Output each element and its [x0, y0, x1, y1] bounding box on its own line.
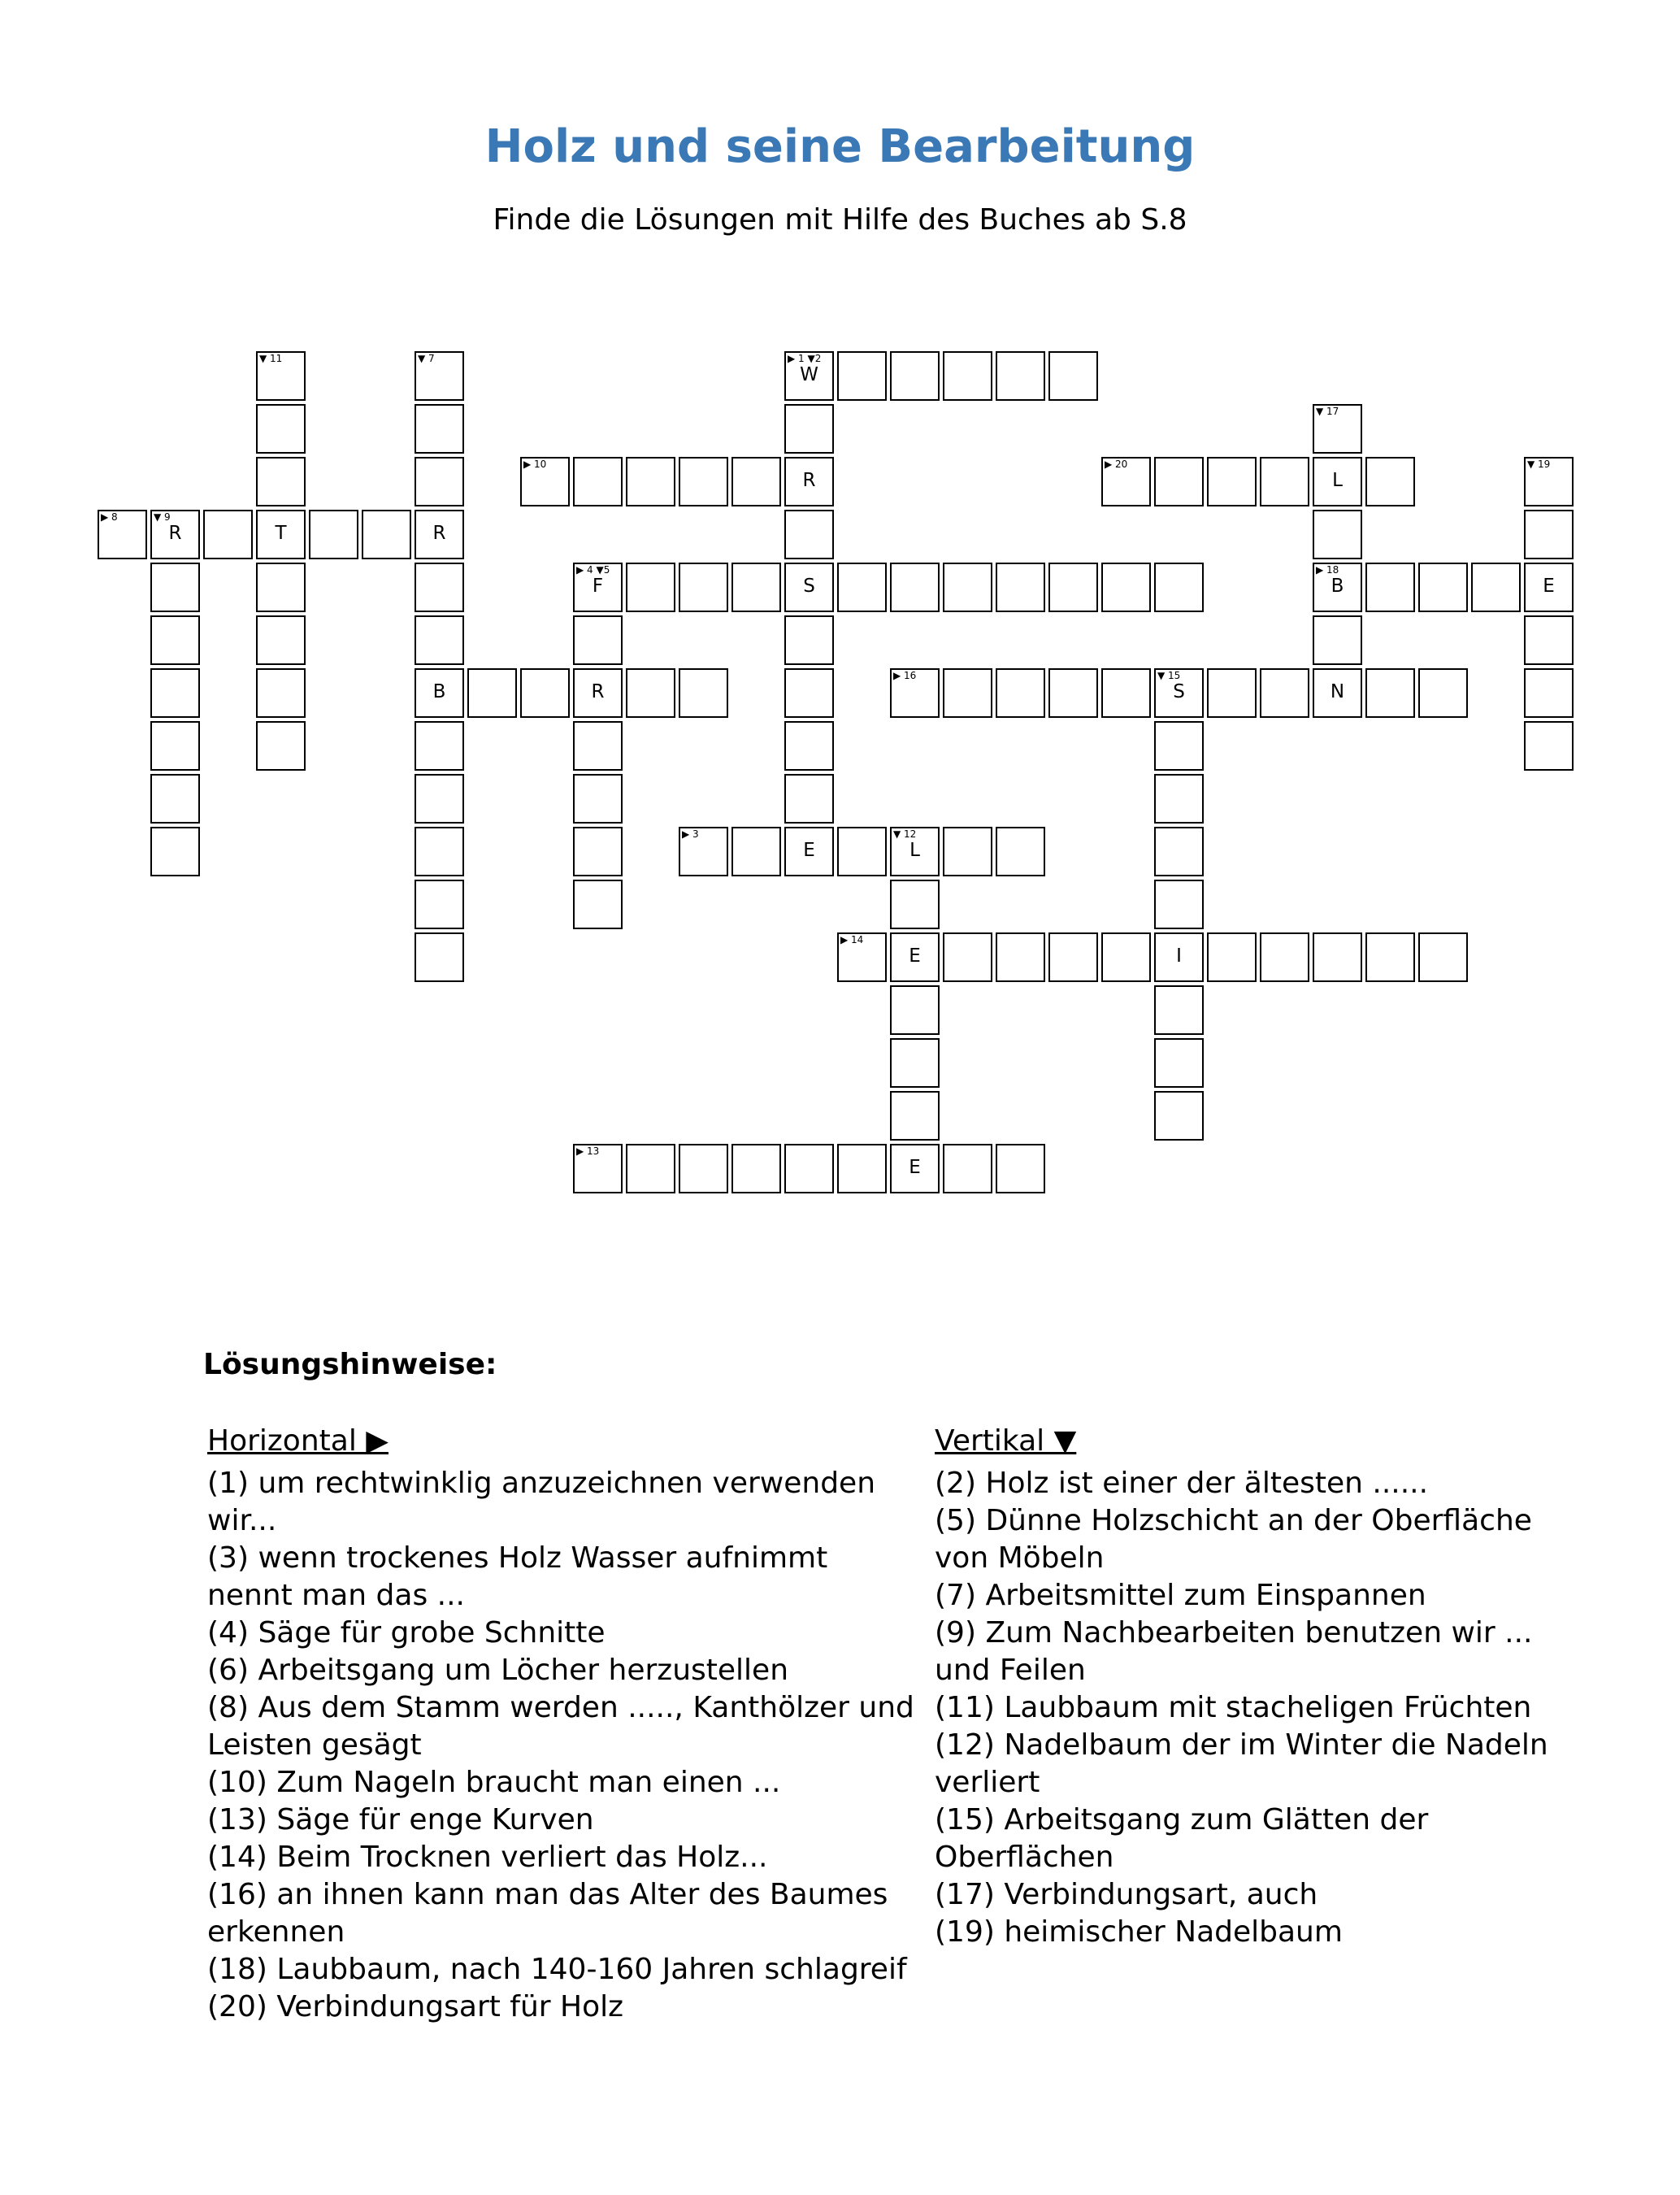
clue-number: ▼ 12 [893, 828, 917, 840]
crossword-cell[interactable] [784, 457, 834, 506]
crossword-cell[interactable] [1418, 932, 1468, 982]
crossword-cell[interactable] [256, 457, 306, 506]
clue-4: (4) Säge für grobe Schnitte [207, 1616, 606, 1650]
crossword-cell[interactable] [1101, 563, 1151, 612]
crossword-cell[interactable] [626, 1144, 675, 1193]
clue-6: (6) Arbeitsgang um Löcher herzustellen [207, 1654, 789, 1687]
vertical-clues [935, 1423, 1593, 1951]
crossword-cell[interactable] [1365, 668, 1415, 718]
crossword-cell[interactable] [1524, 668, 1574, 718]
clue-number: ▼ 11 [259, 353, 283, 364]
crossword-cell[interactable] [150, 615, 200, 665]
crossword-cell[interactable] [415, 563, 464, 612]
crossword-cell[interactable] [1471, 563, 1521, 612]
given-letter: E [909, 1157, 921, 1178]
crossword-cell[interactable] [1154, 721, 1204, 771]
crossword-cell[interactable] [1418, 668, 1468, 718]
crossword-cell[interactable] [1048, 563, 1098, 612]
crossword-cell[interactable] [837, 351, 887, 401]
crossword-cell[interactable] [1048, 668, 1098, 718]
crossword-cell[interactable] [1207, 932, 1257, 982]
crossword-cell[interactable] [573, 774, 623, 824]
crossword-cell[interactable] [943, 1144, 992, 1193]
clue-number: ▼ 7 [418, 353, 435, 364]
crossword-cell[interactable] [1154, 774, 1204, 824]
crossword-cell[interactable] [784, 404, 834, 454]
crossword-cell[interactable] [1524, 721, 1574, 771]
crossword-cell[interactable] [256, 510, 306, 559]
clue-1: (1) um rechtwinklig anzuzeichnen verwenden wir... [207, 1467, 876, 1537]
crossword-cell[interactable] [1154, 563, 1204, 612]
given-letter: E [803, 840, 815, 861]
crossword-cell[interactable] [1207, 668, 1257, 718]
crossword-cell[interactable] [573, 721, 623, 771]
given-letter: R [168, 523, 182, 544]
crossword-cell[interactable] [890, 563, 940, 612]
crossword-cell[interactable] [679, 563, 728, 612]
clue-12: (12) Nadelbaum der im Winter die Nadeln verliert [935, 1728, 1548, 1799]
crossword-cell[interactable] [996, 563, 1045, 612]
page-subtitle: Finde die Lösungen mit Hilfe des Buches ab S.8 [493, 203, 1187, 237]
clue-number: ▶ 18 [1316, 564, 1339, 576]
crossword-cell[interactable] [520, 668, 570, 718]
clue-number: ▶ 16 [893, 670, 917, 681]
crossword-cell[interactable] [731, 563, 781, 612]
clue-5: (5) Dünne Holzschicht an der Oberfläche von Möbeln [935, 1504, 1532, 1575]
crossword-cell[interactable] [415, 827, 464, 876]
crossword-cell[interactable] [1365, 457, 1415, 506]
crossword-cell[interactable] [256, 404, 306, 454]
clue-number: ▶ 3 [682, 828, 699, 840]
crossword-cell[interactable] [1154, 827, 1204, 876]
given-letter: R [802, 470, 816, 491]
crossword-cell[interactable] [731, 1144, 781, 1193]
crossword-cell[interactable] [415, 774, 464, 824]
crossword-cell[interactable] [890, 1144, 940, 1193]
crossword-cell[interactable] [150, 827, 200, 876]
clue-7: (7) Arbeitsmittel zum Einspannen [935, 1579, 1426, 1612]
crossword-cell[interactable] [890, 827, 940, 876]
clue-13: (13) Säge für enge Kurven [207, 1803, 594, 1836]
given-letter: F [592, 576, 604, 597]
crossword-cell[interactable] [890, 1091, 940, 1141]
clue-number: ▼ 19 [1527, 459, 1551, 470]
crossword-cell[interactable] [1418, 563, 1468, 612]
crossword-cell[interactable] [996, 351, 1045, 401]
clue-10: (10) Zum Nageln braucht man einen ... [207, 1766, 781, 1799]
clue-8: (8) Aus dem Stamm werden ....., Kanthölzer und Leisten gesägt [207, 1691, 914, 1762]
clue-number: ▶ 20 [1105, 459, 1128, 470]
crossword-cell[interactable] [1313, 932, 1362, 982]
clue-number: ▶ 1 ▼2 [788, 353, 822, 364]
crossword-cell[interactable] [1154, 668, 1204, 718]
crossword-cell[interactable] [1101, 668, 1151, 718]
crossword-cell[interactable] [256, 615, 306, 665]
crossword-cell[interactable] [1048, 351, 1098, 401]
crossword-cell[interactable] [837, 827, 887, 876]
crossword-cell[interactable] [837, 563, 887, 612]
crossword-cell[interactable] [415, 880, 464, 929]
crossword-cell[interactable] [890, 985, 940, 1035]
crossword-cell[interactable] [415, 351, 464, 401]
crossword-cell[interactable] [784, 1144, 834, 1193]
given-letter: B [1331, 576, 1344, 597]
crossword-cell[interactable] [784, 827, 834, 876]
crossword-cell[interactable] [784, 351, 834, 401]
given-letter: E [909, 945, 921, 967]
given-letter: S [803, 576, 815, 597]
clue-19: (19) heimischer Nadelbaum [935, 1915, 1343, 1949]
crossword-cell[interactable] [996, 827, 1045, 876]
crossword-cell[interactable] [1048, 932, 1098, 982]
given-letter: I [1176, 945, 1182, 967]
crossword-cell[interactable] [256, 668, 306, 718]
clue-16: (16) an ihnen kann man das Alter des Baumes erkennen [207, 1878, 888, 1949]
crossword-cell[interactable] [1313, 563, 1362, 612]
crossword-cell[interactable] [415, 457, 464, 506]
crossword-cell[interactable] [256, 721, 306, 771]
crossword-cell[interactable] [784, 774, 834, 824]
horizontal-heading: Horizontal ▶ [207, 1424, 389, 1458]
crossword-cell[interactable] [1260, 668, 1309, 718]
crossword-cell[interactable] [784, 510, 834, 559]
crossword-cell[interactable] [784, 668, 834, 718]
clue-2: (2) Holz ist einer der ältesten ...... [935, 1467, 1429, 1500]
crossword-cell[interactable] [415, 932, 464, 982]
crossword-cell[interactable] [573, 827, 623, 876]
crossword-cell[interactable] [1313, 457, 1362, 506]
crossword-cell[interactable] [150, 668, 200, 718]
crossword-cell[interactable] [626, 563, 675, 612]
crossword-cell[interactable] [890, 351, 940, 401]
crossword-cell[interactable] [1365, 932, 1415, 982]
crossword-cell[interactable] [573, 668, 623, 718]
crossword-cell[interactable] [573, 563, 623, 612]
crossword-cell[interactable] [943, 351, 992, 401]
crossword-cell[interactable] [150, 774, 200, 824]
crossword-cell[interactable] [943, 563, 992, 612]
crossword-cell[interactable] [679, 1144, 728, 1193]
crossword-cell[interactable] [784, 563, 834, 612]
crossword-cell[interactable] [1313, 615, 1362, 665]
crossword-cell[interactable] [996, 1144, 1045, 1193]
crossword-cell[interactable] [1524, 457, 1574, 506]
crossword-cell[interactable] [1154, 985, 1204, 1035]
vertical-heading: Vertikal ▼ [935, 1424, 1077, 1458]
crossword-cell[interactable] [256, 563, 306, 612]
crossword-cell[interactable] [679, 457, 728, 506]
clue-17: (17) Verbindungsart, auch [935, 1878, 1318, 1911]
crossword-cell[interactable] [98, 510, 147, 559]
crossword-cell[interactable] [1154, 880, 1204, 929]
crossword-cell[interactable] [203, 510, 253, 559]
crossword-cell[interactable] [1260, 932, 1309, 982]
crossword-cell[interactable] [1524, 563, 1574, 612]
crossword-cell[interactable] [837, 1144, 887, 1193]
crossword-cell[interactable] [1154, 1091, 1204, 1141]
crossword-cell[interactable] [1365, 563, 1415, 612]
clue-number: ▶ 10 [523, 459, 547, 470]
crossword-cell[interactable] [415, 668, 464, 718]
crossword-cell[interactable] [1524, 615, 1574, 665]
crossword-cell[interactable] [573, 1144, 623, 1193]
crossword-cell[interactable] [626, 668, 675, 718]
crossword-cell[interactable] [1313, 510, 1362, 559]
clue-number: ▼ 15 [1157, 670, 1181, 681]
given-letter: R [591, 681, 605, 702]
crossword-cell[interactable] [467, 668, 517, 718]
crossword-cell[interactable] [1207, 457, 1257, 506]
crossword-cell[interactable] [890, 668, 940, 718]
given-letter: L [1332, 470, 1343, 491]
crossword-cell[interactable] [1154, 457, 1204, 506]
hints-heading: Lösungshinweise: [203, 1348, 497, 1381]
crossword-cell[interactable] [943, 827, 992, 876]
clue-number: ▶ 13 [576, 1145, 600, 1157]
crossword-cell[interactable] [1101, 457, 1151, 506]
crossword-cell[interactable] [1154, 1038, 1204, 1088]
page-title: Holz und seine Bearbeitung [484, 120, 1196, 173]
crossword-cell[interactable] [150, 721, 200, 771]
given-letter: W [800, 364, 818, 385]
clue-number: ▶ 8 [101, 511, 118, 523]
clue-number: ▼ 17 [1316, 406, 1339, 417]
crossword-cell[interactable] [150, 563, 200, 612]
given-letter: E [1543, 576, 1555, 597]
crossword-cell[interactable] [1154, 932, 1204, 982]
given-letter: T [275, 523, 287, 544]
crossword-cell[interactable] [996, 932, 1045, 982]
crossword-cell[interactable] [309, 510, 358, 559]
crossword-cell[interactable] [837, 932, 887, 982]
clue-15: (15) Arbeitsgang zum Glätten der Oberflächen [935, 1803, 1429, 1874]
clue-9: (9) Zum Nachbearbeiten benutzen wir ... und Feilen [935, 1616, 1533, 1687]
horizontal-clues [207, 1423, 914, 2026]
crossword-cell[interactable] [996, 668, 1045, 718]
crossword-cell[interactable] [573, 615, 623, 665]
crossword-cell[interactable] [362, 510, 411, 559]
clue-number: ▶ 4 ▼5 [576, 564, 610, 576]
crossword-cell[interactable] [679, 827, 728, 876]
crossword-cell[interactable] [890, 932, 940, 982]
clue-14: (14) Beim Trocknen verliert das Holz... [207, 1841, 768, 1874]
crossword-cell[interactable] [415, 404, 464, 454]
clue-11: (11) Laubbaum mit stacheligen Früchten [935, 1691, 1532, 1724]
crossword-cell[interactable] [890, 1038, 940, 1088]
crossword-cell[interactable] [415, 721, 464, 771]
crossword-cell[interactable] [1524, 510, 1574, 559]
clue-20: (20) Verbindungsart für Holz [207, 1990, 624, 2023]
clue-number: ▶ 14 [840, 934, 864, 945]
clue-number: ▼ 9 [154, 511, 171, 523]
given-letter: S [1173, 681, 1185, 702]
crossword-cell[interactable] [626, 457, 675, 506]
crossword-cell[interactable] [415, 510, 464, 559]
crossword-cell[interactable] [943, 668, 992, 718]
crossword-cell[interactable] [573, 457, 623, 506]
given-letter: R [432, 523, 446, 544]
crossword-cell[interactable] [890, 880, 940, 929]
crossword-cell[interactable] [1260, 457, 1309, 506]
given-letter: B [432, 681, 446, 702]
crossword-cell[interactable] [520, 457, 570, 506]
given-letter: L [909, 840, 920, 861]
crossword-cell[interactable] [1313, 404, 1362, 454]
crossword-cell[interactable] [731, 457, 781, 506]
crossword-cell[interactable] [256, 351, 306, 401]
crossword-cell[interactable] [784, 721, 834, 771]
crossword-cell[interactable] [943, 932, 992, 982]
crossword-cell[interactable] [784, 615, 834, 665]
clue-18: (18) Laubbaum, nach 140-160 Jahren schlagreif [207, 1953, 907, 1986]
crossword-cell[interactable] [573, 880, 623, 929]
crossword-cell[interactable] [415, 615, 464, 665]
crossword-cell[interactable] [731, 827, 781, 876]
crossword-cell[interactable] [150, 510, 200, 559]
crossword-cell[interactable] [1101, 932, 1151, 982]
clue-3: (3) wenn trockenes Holz Wasser aufnimmt nennt man das ... [207, 1541, 828, 1612]
crossword-cell[interactable] [679, 668, 728, 718]
crossword-cell[interactable] [1313, 668, 1362, 718]
given-letter: N [1330, 681, 1345, 702]
